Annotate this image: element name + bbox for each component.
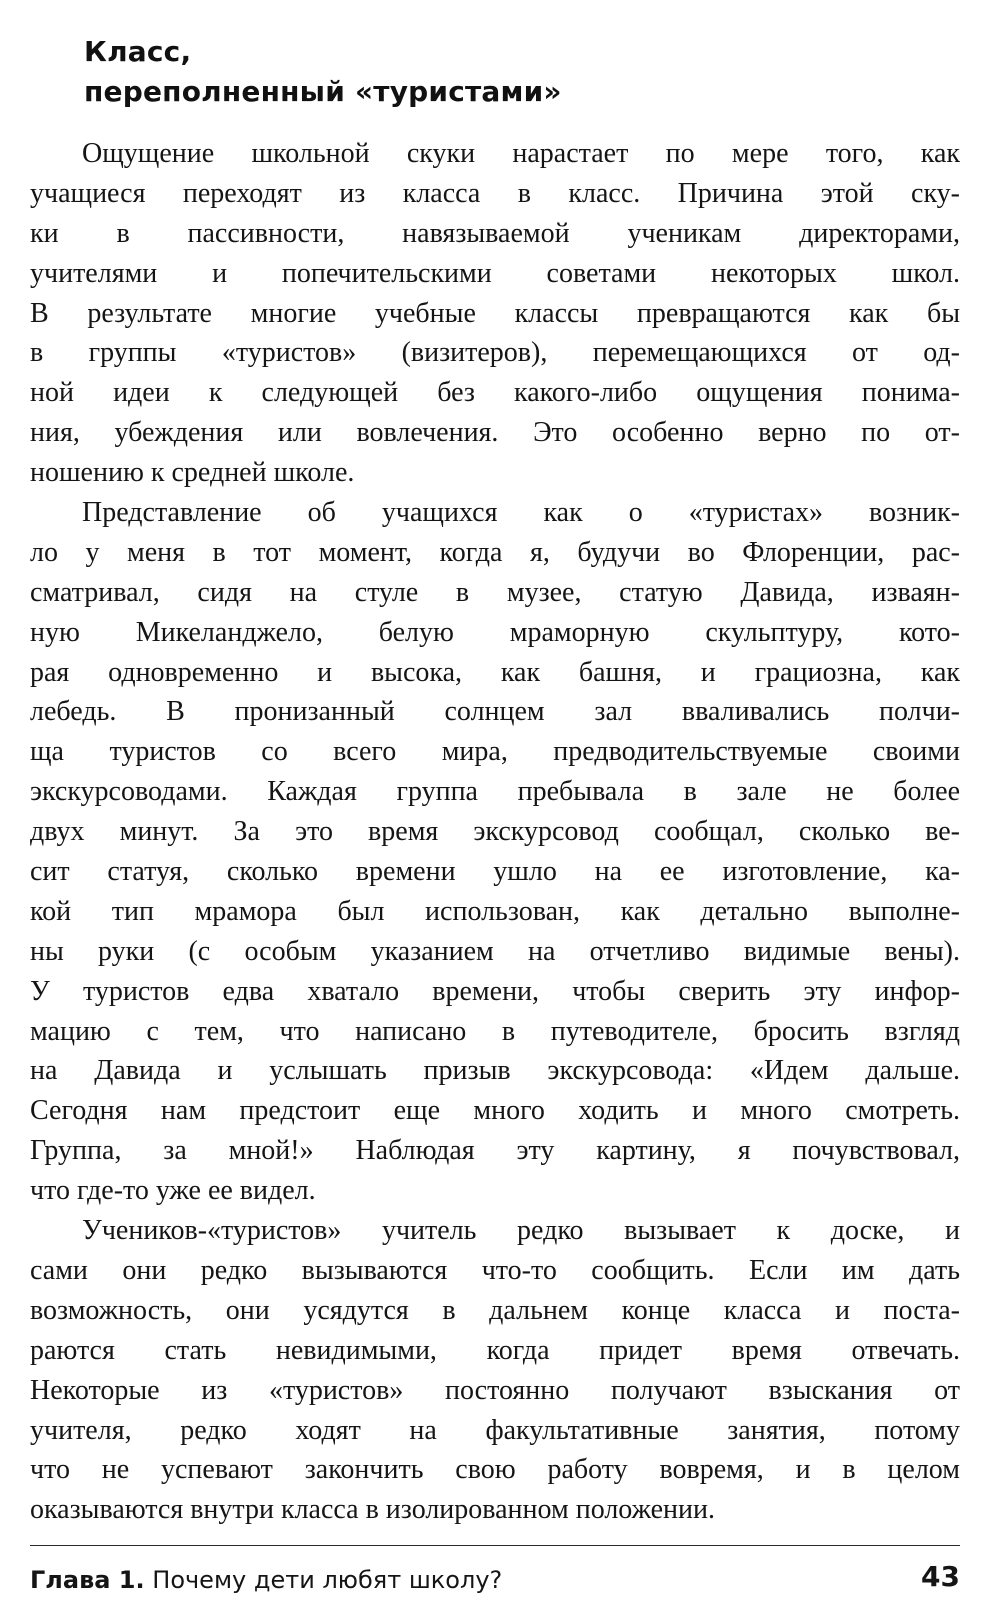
text-line: ную Микеланджело, белую мраморную скульптуру, кото-	[30, 616, 960, 648]
paragraph	[30, 493, 960, 1211]
text-line: ной идеи к следующей без какого-либо ощущения понима-	[30, 377, 960, 409]
text-line: У туристов едва хватало времени, чтобы сверить эту инфор-	[30, 975, 960, 1007]
text-line: учителя, редко ходят на факультативные занятия, потому	[30, 1414, 960, 1446]
text-line: Некоторые из «туристов» постоянно получают взыскания от	[30, 1374, 960, 1406]
text-line: ща туристов со всего мира, предводительствуемые своими	[30, 736, 960, 768]
text-line: учащиеся переходят из класса в класс. Причина этой ску-	[30, 177, 960, 209]
section-title	[84, 32, 944, 112]
footer-divider	[30, 1545, 960, 1546]
page-number: 43	[921, 1560, 960, 1593]
text-line: раются стать невидимыми, когда придет время отвечать.	[30, 1334, 960, 1366]
text-line: мацию с тем, что написано в путеводителе, бросить взгляд	[30, 1015, 960, 1047]
text-line: что не успевают закончить свою работу вовремя, и в целом	[30, 1454, 960, 1486]
text-line: Сегодня нам предстоит еще много ходить и много смотреть.	[30, 1095, 960, 1127]
text-line: сит статуя, сколько времени ушло на ее изготовление, ка-	[30, 856, 960, 888]
text-line: ношению к средней школе.	[30, 457, 355, 489]
text-line: сматривал, сидя на стуле в музее, статую Давида, изваян-	[30, 576, 960, 608]
section-title-line-2: переполненный «туристами»	[84, 75, 562, 108]
text-line: в группы «туристов» (визитеров), перемещающихся от од-	[30, 337, 960, 369]
chapter-title: Почему дети любят школу?	[152, 1566, 503, 1594]
text-line: Группа, за мной!» Наблюдая эту картину, я почувствовал,	[30, 1135, 960, 1167]
chapter-label: Глава 1.	[30, 1566, 145, 1594]
text-line: экскурсоводами. Каждая группа пребывала в зале не более	[30, 776, 960, 808]
text-line: В результате многие учебные классы превращаются как бы	[30, 297, 960, 329]
text-line: возможность, они усядутся в дальнем конце класса и поста-	[30, 1294, 960, 1326]
text-line: Представление об учащихся как о «туристах» возник-	[82, 497, 960, 529]
text-line: Ощущение школьной скуки нарастает по мере того, как	[82, 138, 960, 169]
text-line: Учеников-«туристов» учитель редко вызывает к доске, и	[82, 1215, 960, 1247]
paragraph	[30, 134, 960, 493]
paragraph	[30, 1211, 960, 1530]
text-line: рая одновременно и высока, как башня, и грациозна, как	[30, 656, 960, 688]
text-line: ния, убеждения или вовлечения. Это особенно верно по от-	[30, 417, 960, 449]
section-title-line-1: Класс,	[84, 35, 192, 68]
text-line: на Давида и услышать призыв экскурсовода: «Идем дальше.	[30, 1055, 960, 1087]
body-text	[30, 134, 960, 1530]
text-line: ки в пассивности, навязываемой ученикам директорами,	[30, 217, 960, 249]
text-line: лебедь. В пронизанный солнцем зал вваливались полчи-	[30, 696, 960, 728]
running-footer-chapter	[30, 1565, 502, 1595]
text-line: двух минут. За это время экскурсовод сообщал, сколько ве-	[30, 816, 960, 848]
text-line: ло у меня в тот момент, когда я, будучи во Флоренции, рас-	[30, 536, 960, 568]
text-line: ны руки (с особым указанием на отчетливо видимые вены).	[30, 935, 960, 967]
text-line: что где-то уже ее видел.	[30, 1175, 316, 1207]
text-line: кой тип мрамора был использован, как детально выполне-	[30, 895, 960, 927]
text-line: учителями и попечительскими советами некоторых школ.	[30, 257, 960, 289]
text-line: оказываются внутри класса в изолированном положении.	[30, 1494, 715, 1526]
text-line: сами они редко вызываются что-то сообщить. Если им дать	[30, 1254, 960, 1286]
